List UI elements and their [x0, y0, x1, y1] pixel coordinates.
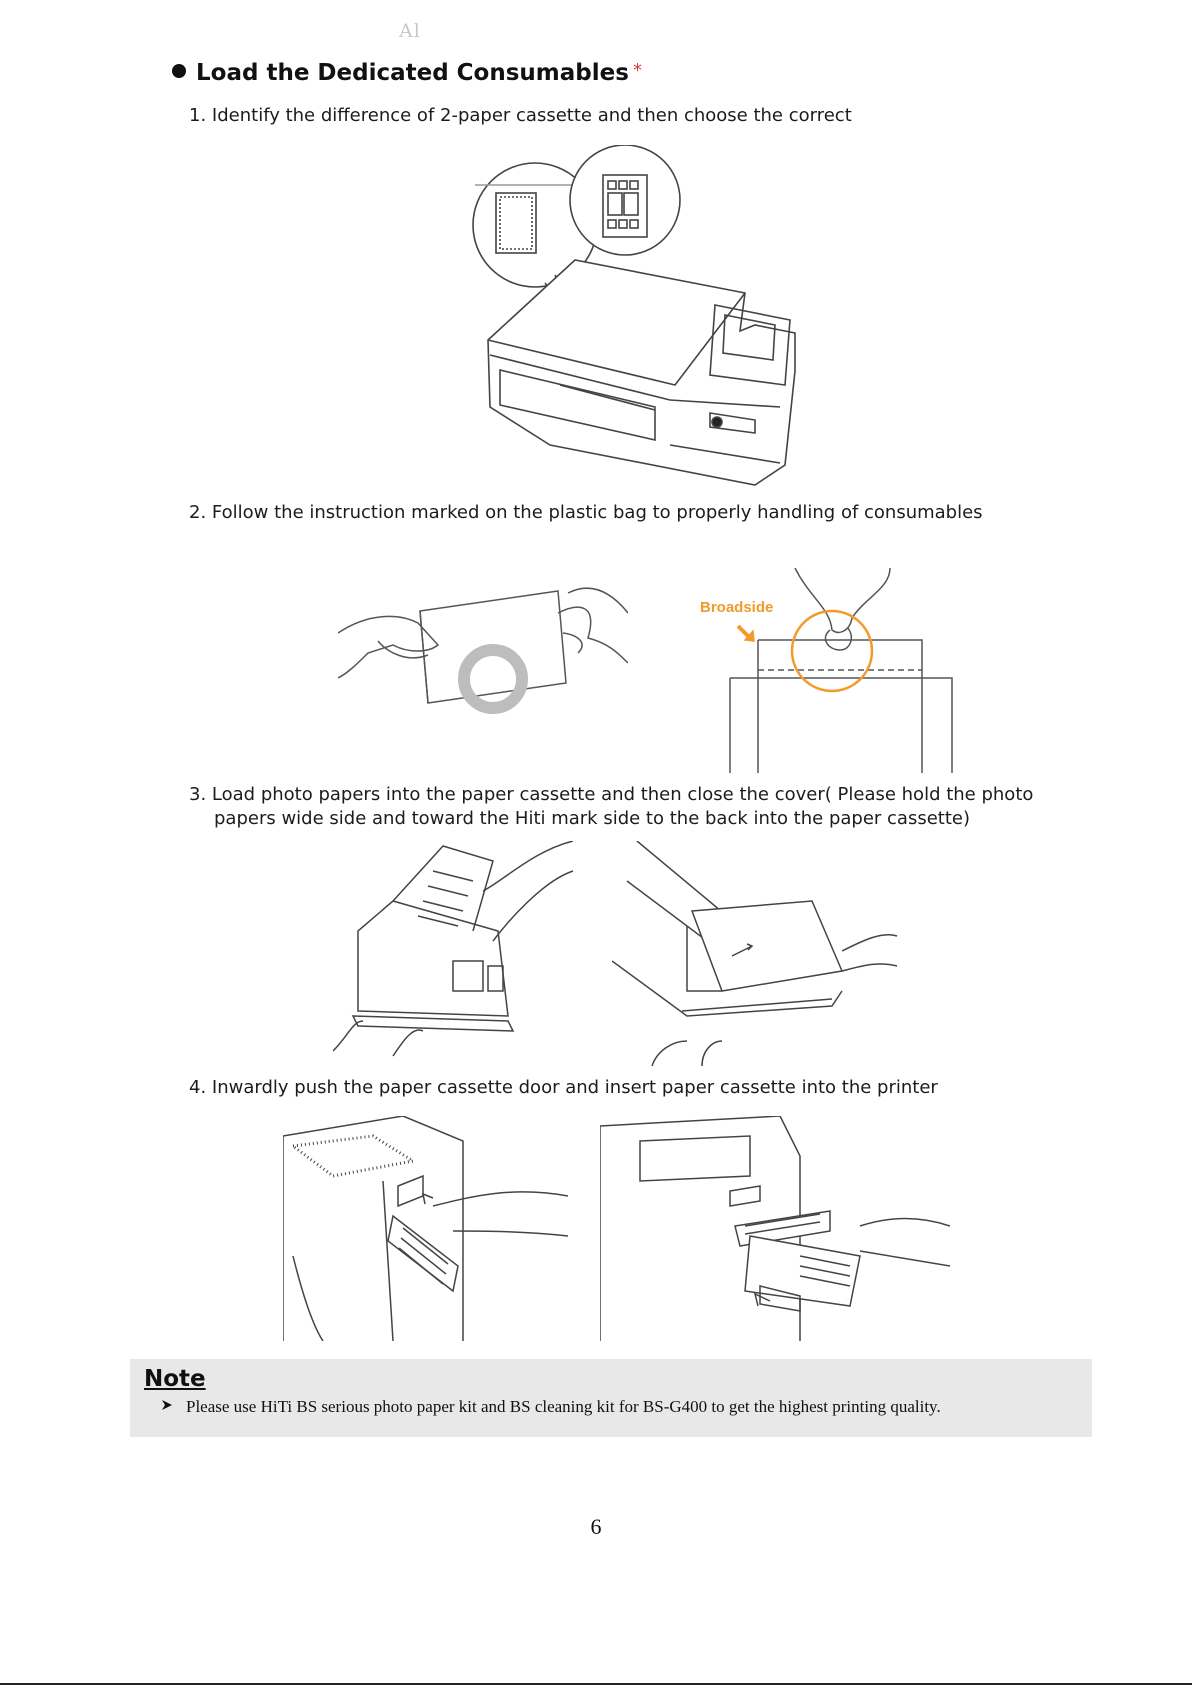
step-3 [189, 783, 1033, 831]
step-text-continuation: papers wide side and toward the Hiti mark side to the back into the paper cassette) [214, 808, 970, 829]
hands-holding-bag-illustration [338, 583, 628, 718]
step-number: 4. [189, 1077, 207, 1098]
bullet-dot-icon [172, 64, 186, 78]
load-paper-illustration [333, 841, 578, 1066]
step-number: 1. [189, 105, 207, 126]
section-title-text: Load the Dedicated Consumables [196, 60, 629, 86]
close-cover-illustration [612, 841, 902, 1066]
insert-cassette-illustration [600, 1116, 950, 1341]
step-text: Load photo papers into the paper cassette and then close the cover( Please hold the photo [211, 784, 1034, 805]
note-title: Note [144, 1366, 206, 1392]
step-2 [189, 501, 983, 525]
header-mark: Al [399, 20, 421, 42]
page-number: 6 [590, 1514, 602, 1539]
section-title [172, 60, 642, 86]
step-4 [189, 1076, 938, 1100]
printer-cassette-illustration [455, 145, 820, 490]
asterisk-mark: * [632, 60, 642, 81]
step-text: Identify the difference of 2-paper cassette and then choose the correct [211, 105, 852, 126]
step-number: 2. [189, 502, 207, 523]
note-text: Please use HiTi BS serious photo paper kit and BS cleaning kit for BS-G400 to get the highest printing quality. [186, 1397, 941, 1416]
step-text: Inwardly push the paper cassette door and insert paper cassette into the printer [211, 1077, 938, 1098]
step-number: 3. [189, 784, 207, 805]
step-text: Follow the instruction marked on the plastic bag to properly handling of consumables [211, 502, 983, 523]
arrow-bullet-icon [160, 1398, 174, 1412]
note-item [160, 1397, 941, 1417]
broadside-label: Broadside [700, 599, 774, 616]
broadside-illustration [690, 568, 955, 773]
push-door-illustration [283, 1116, 568, 1341]
step-1 [189, 104, 852, 128]
